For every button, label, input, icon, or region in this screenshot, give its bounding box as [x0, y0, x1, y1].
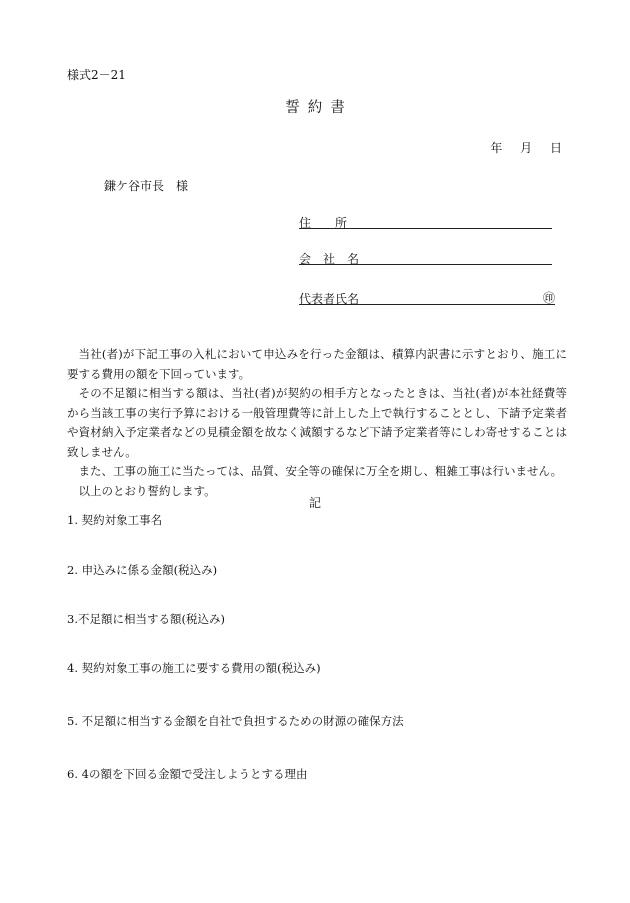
- company-name-label: 会 社 名: [299, 252, 360, 266]
- document-title: 誓約書: [285, 100, 353, 116]
- pledge-paragraph-3: また、工事の施工に当たっては、品質、安全等の確保に万全を期し、粗雑工事は行いません。: [78, 464, 563, 478]
- pledge-paragraph-1: 当社(者)が下記工事の入札において申込みを行った金額は、積算内訳書に示すとおり、施工に要する費用の額を下回っています。: [67, 347, 567, 381]
- list-item: 5. 不足額に相当する金額を自社で負担するための財源の確保方法: [67, 714, 404, 728]
- addressee: 鎌ケ谷市長 様: [104, 179, 189, 193]
- representative-name-label: 代表者氏名: [299, 292, 360, 306]
- list-item: 6. 4の額を下回る金額で受注しようとする理由: [67, 767, 308, 781]
- list-item: 3.不足額に相当する額(税込み): [67, 612, 225, 626]
- pledge-closing: 以上のとおり誓約します。: [78, 483, 216, 498]
- pledge-paragraph-2: その不足額に相当する額は、当社(者)が契約の相手方となったときは、当社(者)が本社経費等から当該工事の実行予算における一般管理費等に計上した上で執行することとし、下請予定業者や資材納入予定業者などの見積金額を故なく減額するなど下請予定業者等にしわ寄せすることは致しません。: [67, 386, 567, 459]
- seal-mark: ㊞: [542, 291, 555, 305]
- address-label: 住 所: [299, 216, 348, 230]
- date-line: 年 月 日: [490, 141, 562, 155]
- pledge-body: [67, 345, 567, 501]
- list-item: 1. 契約対象工事名: [67, 513, 163, 527]
- list-item: 2. 申込みに係る金額(税込み): [67, 563, 218, 577]
- form-number: 様式2－21: [67, 68, 126, 82]
- company-name-field[interactable]: [299, 250, 552, 265]
- address-field[interactable]: [299, 214, 552, 229]
- representative-name-field[interactable]: [299, 290, 555, 305]
- list-item: 4. 契約対象工事の施工に要する費用の額(税込み): [67, 661, 321, 675]
- ki-heading: 記: [308, 496, 321, 510]
